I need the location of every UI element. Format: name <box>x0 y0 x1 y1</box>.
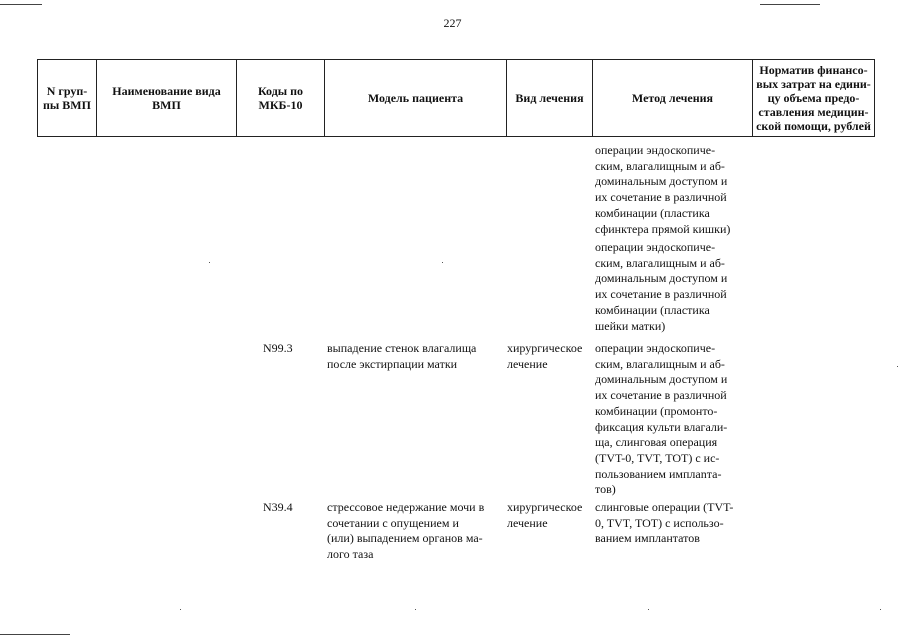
row-4-treatment: хирургическое лечение <box>507 500 583 530</box>
row-3-treatment: хирургическое лечение <box>507 341 583 371</box>
scan-dot <box>897 366 898 367</box>
row-4-code: N39.4 <box>263 500 293 514</box>
header-name: Наименование вида ВМП <box>97 60 237 137</box>
scan-dot <box>415 609 416 610</box>
scan-dot <box>442 262 443 263</box>
row-3-model: выпадение стенок влагалища после экстирпации матки <box>327 341 477 371</box>
scan-dot <box>648 609 649 610</box>
row-2-method: операции эндоскопиче- ским, влагалищным и аб- доминальным доступом и их сочетание в различной комбинации (пластика шейки матки) <box>595 240 728 333</box>
scan-dot <box>180 609 181 610</box>
header-method: Метод лечения <box>593 60 753 137</box>
header-treatment: Вид лечения <box>507 60 593 137</box>
row-4-model: стрессовое недержание мочи в сочетании с опущением и (или) выпадением органов ма- лого таза <box>327 500 485 562</box>
scan-mark-bottom-left <box>0 634 70 635</box>
scan-mark-top-right <box>760 4 820 5</box>
page-number: 227 <box>443 16 462 30</box>
row-4-method: слинговые операции (TVT- 0, TVT, TOT) с использо- ванием имплантатов <box>595 500 734 546</box>
row-3-code: N99.3 <box>263 341 293 355</box>
header-norm: Норматив финансо- вых затрат на едини- цу объема предо- ставления медицин- ской помощи, рублей <box>753 60 875 137</box>
row-1-method: операции эндоскопиче- ским, влагалищным и аб- доминальным доступом и их сочетание в различной комбинации (пластика сфинктера прямой кишки) <box>595 143 731 236</box>
header-codes: Коды по МКБ-10 <box>237 60 325 137</box>
header-group: N груп- пы ВМП <box>38 60 97 137</box>
table-header <box>37 59 875 137</box>
header-model: Модель пациента <box>325 60 507 137</box>
row-3-method: операции эндоскопиче- ским, влагалищным и аб- доминальным доступом и их сочетание в различной комбинации (промонто- фиксация культи влагали- ща, слинговая операция (TVT-0, TVT, TOT) с ис- пользованием имплanта- тов) <box>595 341 728 497</box>
scan-dot <box>209 262 210 263</box>
scan-dot <box>880 609 881 610</box>
scan-mark-top-left <box>0 4 42 5</box>
